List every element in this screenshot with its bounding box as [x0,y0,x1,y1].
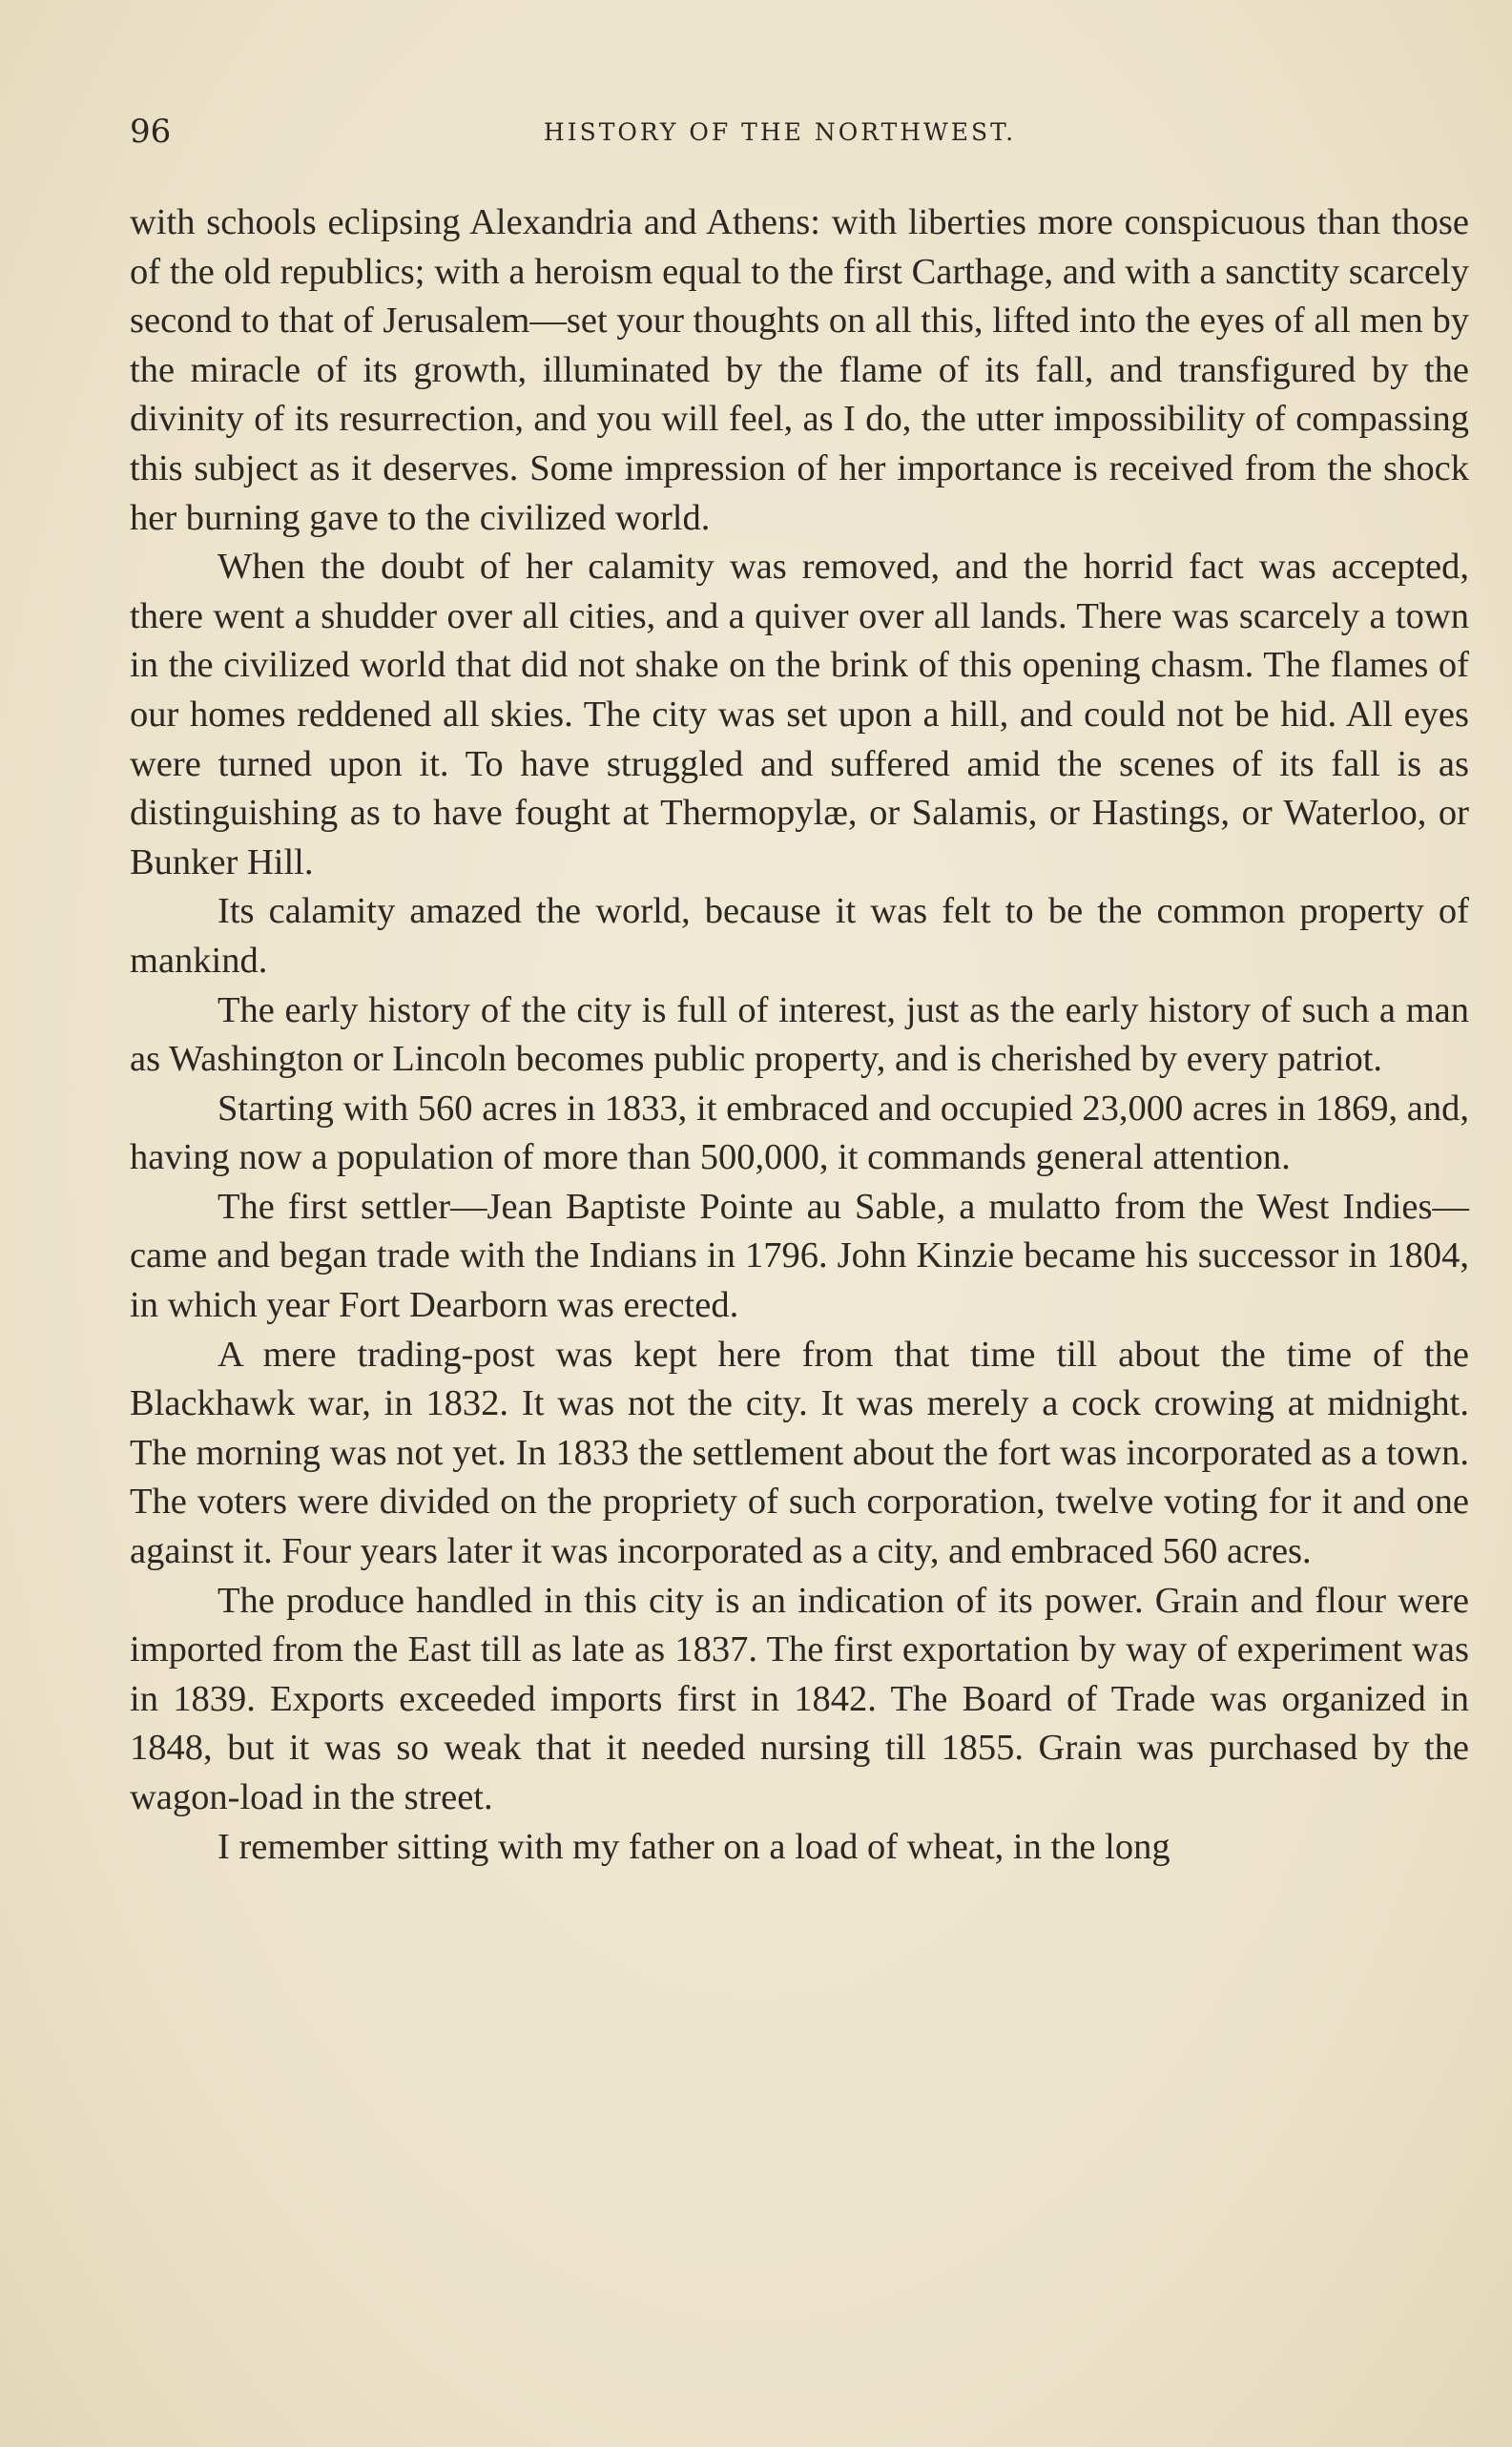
paragraph: Starting with 560 acres in 1833, it embraced and occupied 23,000 acres in 1869, and, having now a population of more than 500,000, it commands general attention. [130,1088,1469,1178]
paragraph: The produce handled in this city is an indication of its power. Grain and flour were imported from the East till as late as 1837. The first exportation by way of experiment was in 1839. Exports exceeded imports first in 1842. The Board of Trade was organized in 1848, but it was so weak that it needed nursing till 1855. Grain was purchased by the wagon-load in the street. [130,1580,1469,1817]
running-head: HISTORY OF THE NORTHWEST. [543,118,1017,146]
paragraph: Its calamity amazed the world, because it was felt to be the common property of mankind. [130,891,1469,981]
page-header [130,113,1392,160]
paragraph: with schools eclipsing Alexandria and Athens: with liberties more conspicuous than those of the old republics; with a heroism equal to the first Carthage, and with a sanctity scarcely second to that of Jerusalem—set your thoughts on all this, lifted into the eyes of all men by the miracle of its growth, illuminated by the flame of its fall, and transfigured by the divinity of its resurrection, and you will feel, as I do, the utter impossibility of compassing this subject as it deserves. Some impression of her importance is received from the shock her burning gave to the civilized world. [130,202,1469,538]
paragraph: I remember sitting with my father on a load of wheat, in the long [217,1826,1170,1867]
paragraph: The first settler—Jean Baptiste Pointe au Sable, a mulatto from the West Indies—came and began trade with the Indians in 1796. John Kinzie became his successor in 1804, in which year Fort Dearborn was erected. [130,1186,1469,1326]
page-number: 96 [130,113,172,151]
body-text [130,198,1469,1872]
paragraph: When the doubt of her calamity was removed, and the horrid fact was accepted, there went a shudder over all cities, and a quiver over all lands. There was scarcely a town in the civilized world that did not shake on the brink of this opening chasm. The flames of our homes reddened all skies. The city was set upon a hill, and could not be hid. All eyes were turned upon it. To have struggled and suffered amid the scenes of its fall is as distinguishing as to have fought at Thermopylæ, or Salamis, or Hastings, or Waterloo, or Bunker Hill. [130,547,1469,882]
paragraph: A mere trading-post was kept here from that time till about the time of the Blackhawk war, in 1832. It was not the city. It was merely a cock crowing at midnight. The morning was not yet. In 1833 the settlement about the fort was incorporated as a town. The voters were divided on the propriety of such corporation, twelve voting for it and one against it. Four years later it was incorporated as a city, and embraced 560 acres. [130,1334,1469,1572]
paragraph: The early history of the city is full of interest, just as the early history of such a man as Washington or Lincoln becomes public property, and is cherished by every patriot. [130,989,1469,1080]
